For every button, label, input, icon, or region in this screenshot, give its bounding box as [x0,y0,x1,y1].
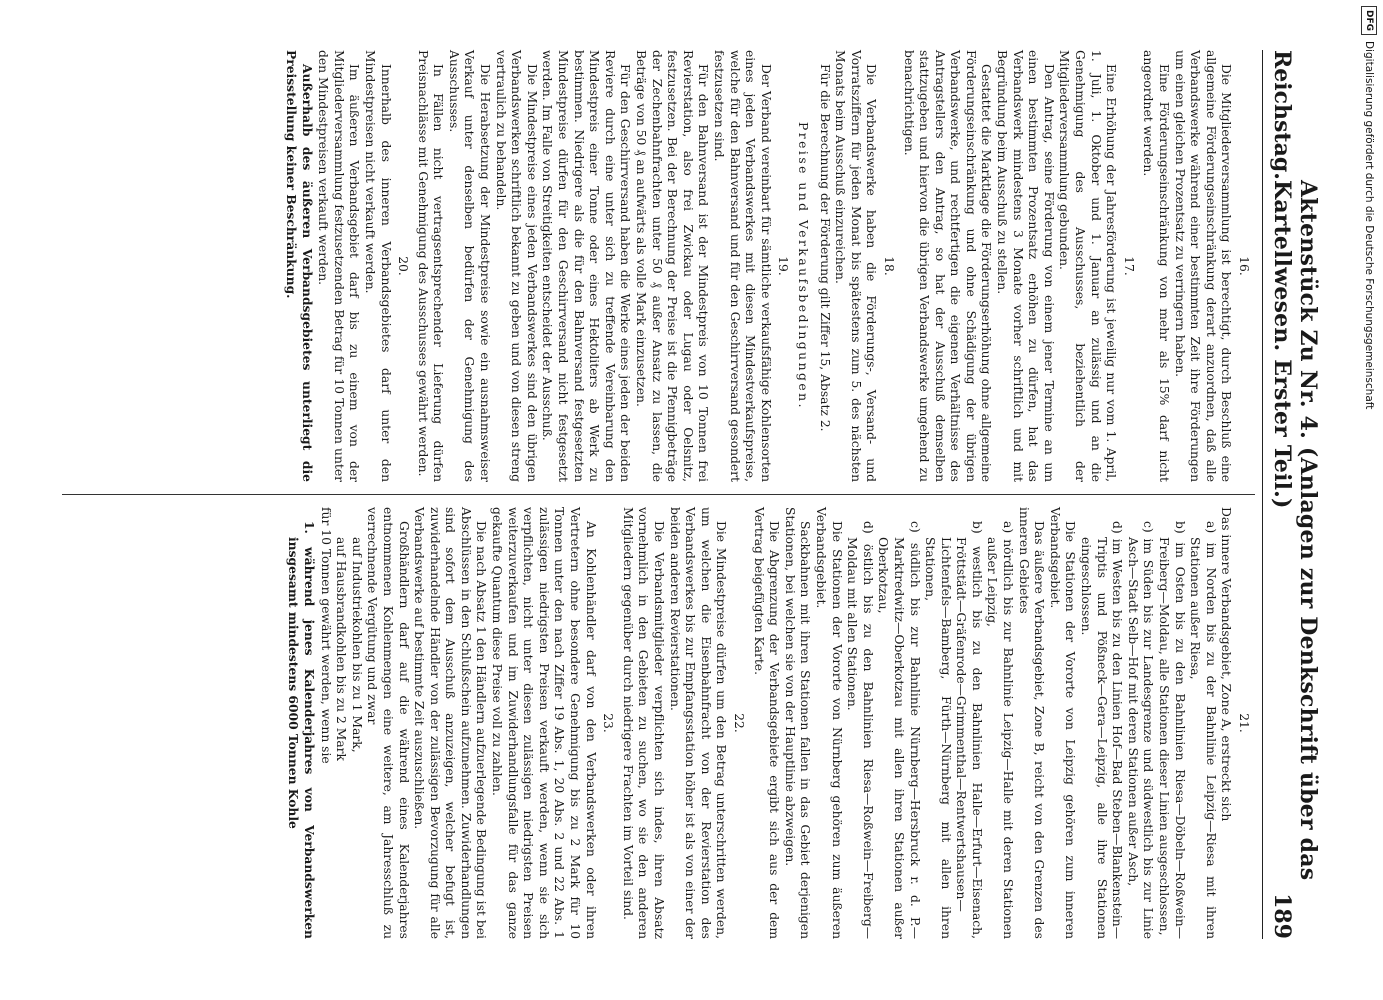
section-number: 23. [601,713,616,733]
paragraph: Die Abgrenzung der Verbandsgebiete ergibt sich aus der dem Vertrag beigefügten Karte. [751,507,782,939]
paragraph: Für den Geschirrversand haben die Werke eines jeden der beiden Reviere durch eine unter sich zu treffende Vereinbarung den Mindestpreis einer Tonne oder eines Hektoliters ab Werk zu bestimmen. Niedrigere als die für den Bahnversand festgesetzten Mindestpreise dürfen für den Geschirrversand nicht festgesetzt werden. Im Falle von Streitigkeiten entscheidet der Ausschuß. [540,50,633,482]
section-number: 19. [776,256,791,276]
paragraph: In Fällen nicht vertragsentsprechender Lieferung dürfen Preisnachlässe mit Genehmigung des Ausschusses gewährt werden. [415,50,446,482]
sidebar-rotated [1359,6,1379,994]
paragraph: Im äußeren Verbandsgebiet darf bis zu einem von der Mitgliederversammlung festzusetzenden Betrag für 10 Tonnen unter den Mindestpreisen verkauft werden. [316,50,362,482]
list-item: b) im Osten bis zu den Bahnlinien Riesa—Döbeln—Roßwein—Freiberg—Moldau, alle Stationen dieser Linien ausgeschlossen, [1157,521,1187,939]
list-item: a) nördlich bis zur Bahnlinie Leipzig—Halle mit deren Stationen außer Leipzig, [985,521,1016,939]
paragraph: Die Stationen der Vororte von Leipzig gehören zum inneren Verbandsgebiet. [1047,507,1078,939]
section-number: 20. [396,256,411,276]
text-columns [62,50,1255,939]
paragraph: Die Stationen der Vororte von Nürnberg gehören zum äußeren Verbandsgebiet. [813,507,844,939]
paragraph: Die Mindestpreise eines jeden Verbandswerkes sind den übrigen Verbandswerken schriftlich bekannt zu geben und von diesen streng vertraulich zu behandeln. [493,50,539,482]
indented-line: auf Hausbrandkohlen bis zu 2 Mark [334,537,349,761]
paragraph: Den Antrag, seine Förderung von einem jener Termine an um einen bestimmten Prozentsatz erhöhen zu dürfen, hat das Verbandswerk mindestens 3 Monate vorher schriftlich und mit Begründung beim Ausschuß zu stellen. [995,50,1056,482]
paragraph: Gestattet die Marktlage die Förderungserhöhung ohne allgemeine Förderungseinschränkung und ohne Schädigung der übrigen Verbandswerke, und rechtfertigen die eigenen Verhältnisse des Antragstellers den Antrag, so hat der Ausschuß demselben stattzugeben und hiervon die übrigen Verbandswerke umgehend zu benachrichtigen. [901,50,994,482]
indented-line: auf Industriekohlen bis zu 1 Mark, [349,537,364,753]
digitization-sidebar [1357,6,1381,994]
paragraph: Eine Erhöhung der Jahresförderung ist jeweilig nur vom 1. April, 1. Juli, 1. Oktober und 1. Januar an zulässig und an die Genehmigung des Ausschusses, beziehentlich der Mitgliederversammlung gebunden. [1057,50,1119,482]
list-item: a) im Norden bis zu der Bahnlinie Leipzig—Riesa mit ihren Stationen außer Riesa, [1188,521,1218,939]
digitization-credit: Digitalisierung gefördert durch die Deutsche Forschungsgemeinschaft [1363,41,1375,410]
paragraph: Der Verband vereinbart für sämtliche verkaufsfähige Kohlensorten eines jeden Verbandswerkes mit diesen Mindestverkaufspreise, welche für den Bahnversand und für den Geschirrversand gesondert festzusetzen sind. [712,50,773,482]
paragraph: Die Herabsetzung der Mindestpreise sowie ein ausnahmsweiser Verkauf unter denselben bedürfen der Genehmigung des Ausschusses. [446,50,493,482]
paragraph-bold: Außerhalb des äußeren Verbandsgebietes unterliegt die Preisstellung keiner Beschränkung. [283,50,315,482]
paragraph: An Kohlenhändler darf von den Verbandswerken oder ihren Vertretern ohne besondere Genehmigung bis zu 2 Mark für 10 Tonnen unter den nach Ziffer 19 Abs. 1, 20 Abs. 2 und 22 Abs. 1 zulässigen niedrigsten Preisen verkauft werden, wenn sie sich verpflichten, nicht unter diesen zulässigen niedrigsten Preisen weiterzuverkaufen und im Zuwiderhandlungsfalle für das ganze gekaufte Quantum diese Preise voll zu zahlen. [490,507,598,939]
list-item-bold: 1. während jenes Kalenderjahres von Verbandswerken insgesamt mindestens 6000 Tonnen Kohle [286,521,317,939]
section-number: 16. [1237,256,1251,276]
paragraph: Die Verbandswerke haben die Förderungs-, Versand- und Vorratsziffern für jeden Monat bis spätestens zum 5. des nächsten Monats beim Ausschuß einzureichen. [833,50,879,482]
right-column [62,507,1255,939]
paragraph: Großhändlern darf auf die während eines Kalenderjahres entnommenen Kohlenmengen eine weitere, am Jahresschluß zu verrechnende Vergütung und zwar [365,507,411,939]
dfg-logo-icon: DFG [1361,6,1377,35]
section-number: 17. [1121,256,1136,276]
section-number: 21. [1237,713,1251,733]
paragraph: Für die Berechnung der Förderung gilt Ziffer 15, Absatz 2. [817,64,832,432]
paragraph: für 10 Tonnen gewährt werden, wenn sie [318,507,333,764]
paragraph: Die nach Absatz 1 den Händlern aufzuerlegende Bedingung ist bei Abschlüssen in den Schlußschein aufzunehmen. Zuwiderhandlungen sind sofort dem Ausschuß anzuzeigen, welcher befugt ist, zuwiderhandelnde Händler von der zulässigen Bevorzugung für alle Verbandswerke auf bestimmte Zeit auszuschließen. [412,507,489,939]
list-item: d) östlich bis zu den Bahnlinien Riesa—Roßwein—Freiberg—Moldau mit allen Stationen. [845,521,875,939]
left-column [62,50,1255,482]
rotated-page-content [58,42,1321,947]
section-number: 22. [732,713,746,733]
list-item: d) im Westen bis zu den Linien Hof—Bad Steben—Blankenstein—Triptis und Pößneck—Gera—Leipzig, alle ihre Stationen eingeschlossen. [1079,521,1125,939]
paragraph: Die Mitgliederversammlung ist berechtigt, durch Beschluß eine allgemeine Förderungseinschränkung derart anzuordnen, daß alle Verbandswerke während einer bestimmten Zeit ihre Förderungen um einen gleichen Prozentsatz zu verringern haben. [1172,50,1234,482]
header-title: Aktenstück Zu Nr. 4. (Anlagen zur Denkschrift über das Kartellwesen. Erster Teil.) [1269,180,1321,881]
paragraph: Innerhalb des inneren Verbandsgebietes darf unter den Mindestpreisen nicht verkauft werden. [362,50,393,482]
paragraph: Sackbahnen mit ihren Stationen fallen in das Gebiet derjenigen Stationen, bei welchen sie von der Hauptlinie abzweigen. [782,507,813,939]
paragraph: Das äußere Verbandsgebiet, Zone B, reicht von den Grenzen des inneren Gebietes [1016,507,1047,939]
list-item: c) im Süden bis zur Landesgrenze und südwestlich bis zur Linie Asch—Stadt Selb—Hof mit deren Stationen außer Asch, [1125,521,1156,939]
paragraph: Die Verbandsmitglieder verpflichten sich indes, ihren Absatz vornehmlich in den Gebieten zu suchen, wo sie den anderen Mitgliedern gegenüber durch niedrigere Frachten im Vorteil sind. [620,507,667,939]
header-reichstag: Reichstag. [1269,50,1295,180]
paragraph: Für den Bahnversand ist der Mindestpreis von 10 Tonnen frei Revierstation, also frei Zwickau oder Lugau oder Oelsnitz, festzusetzen. Bei der Berechnung der Preise ist die Pfennigbeträge der Zechenbahnfrachten unter 50 ₰ außer Ansatz zu lassen, die Beträge von 50 ₰ an aufwärts als volle Mark einzusetzen. [634,50,711,482]
section-number: 18. [881,256,896,276]
paragraph: Das innere Verbandsgebiet, Zone A, erstreckt sich [1219,507,1234,822]
paragraph: Die Mindestpreise dürfen um den Betrag unterschritten werden, um welchen die Eisenbahnfracht von der Revierstation des Verbandswerkes bis zur Empfangsstation höher ist als von einer der beiden anderen Revierstationen. [667,507,729,939]
paragraph: Eine Förderungseinschränkung von mehr als 15% darf nicht angeordnet werden. [1141,50,1172,482]
section-heading: Preise und Verkaufsbedingungen. [795,121,810,410]
page-number: 189 [1269,893,1295,939]
page-header [1262,50,1321,939]
column-divider [62,494,1255,495]
list-item: b) westlich bis zu den Bahnlinien Halle—Erfurt—Eisenach, Fröttstädt—Gräfenrode—Grimmenthal—Rentwertshausen—Lichtenfels—Bamberg, Fürth—Nürnberg mit allen ihren Stationen, [923,521,984,939]
list-item: c) südlich bis zur Bahnlinie Nürnberg—Hersbruck r. d. P.—Marktredwitz—Oberkotzau mit allen ihren Stationen außer Oberkotzau, [876,521,922,939]
document-page [58,42,1321,947]
